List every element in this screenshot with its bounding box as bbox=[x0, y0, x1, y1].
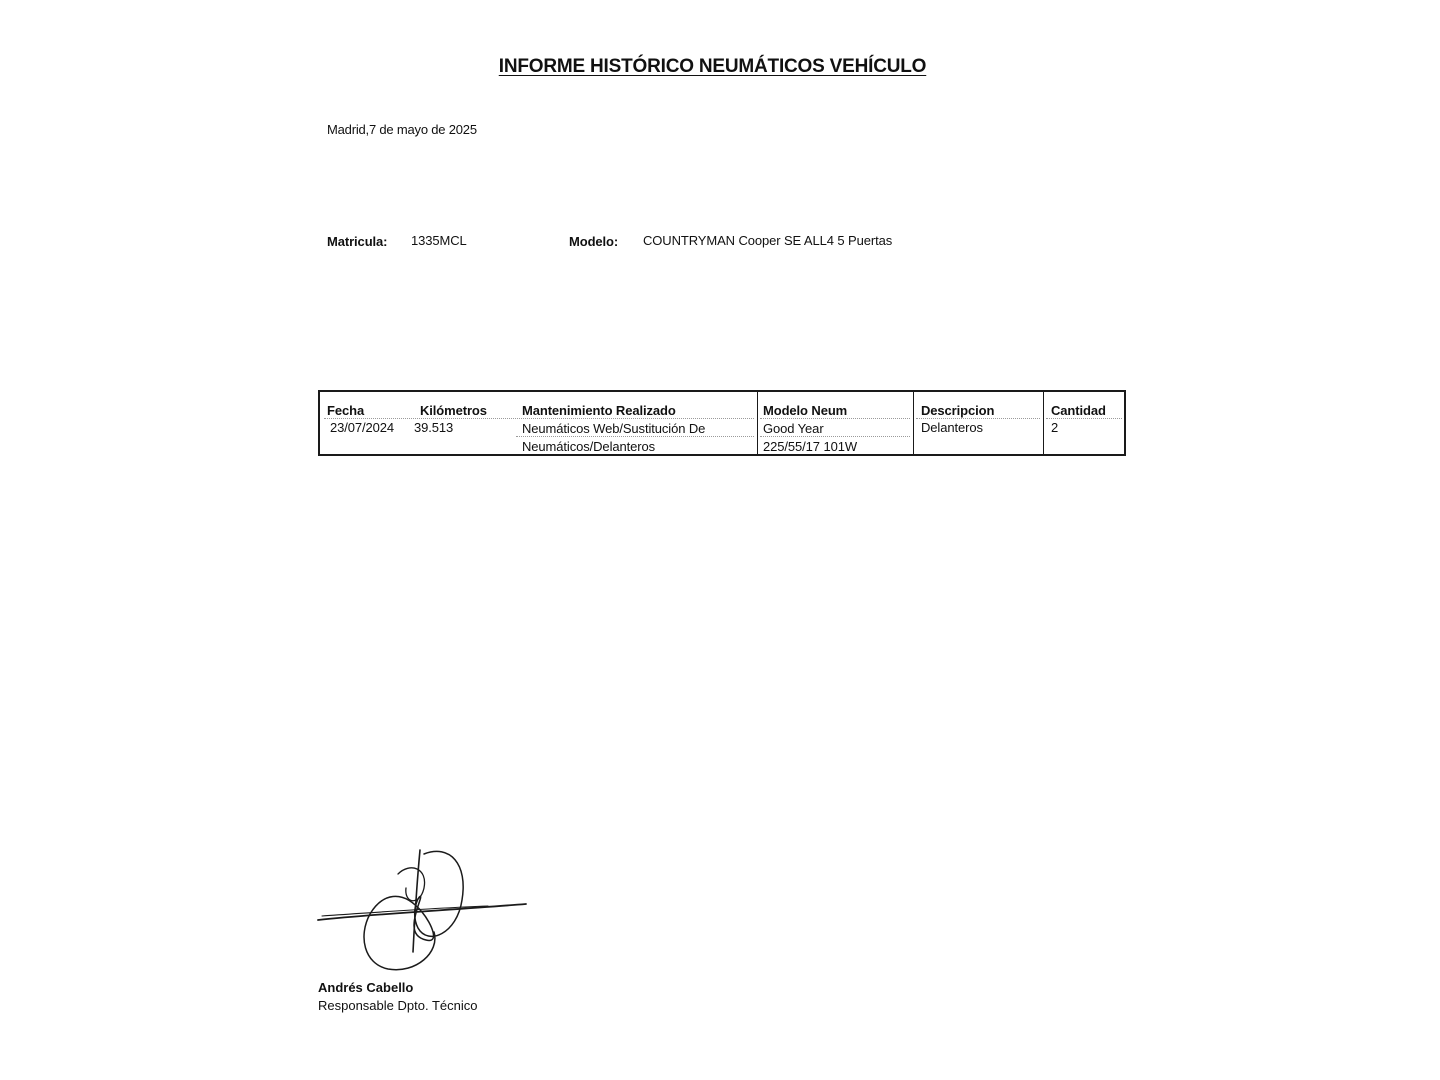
report-title: INFORME HISTÓRICO NEUMÁTICOS VEHÍCULO bbox=[498, 56, 927, 77]
cell-cantidad: 2 bbox=[1051, 420, 1059, 435]
header-descripcion: Descripcion bbox=[921, 403, 995, 418]
header-modelo-neum: Modelo Neum bbox=[763, 403, 848, 418]
plate-value: 1335MCL bbox=[411, 233, 467, 248]
cell-mantenimiento-line1: Neumáticos Web/Sustitución De bbox=[522, 421, 706, 436]
column-divider bbox=[913, 392, 914, 454]
plate-label: Matricula: bbox=[327, 234, 388, 249]
model-value: COUNTRYMAN Cooper SE ALL4 5 Puertas bbox=[643, 233, 893, 248]
cell-kilometros: 39.513 bbox=[414, 420, 454, 435]
cell-mantenimiento-line2: Neumáticos/Delanteros bbox=[522, 439, 656, 454]
cell-modelo-neum-line1: Good Year bbox=[763, 421, 824, 436]
cell-modelo-neum-line2: 225/55/17 101W bbox=[763, 439, 858, 454]
handwritten-signature bbox=[312, 842, 532, 977]
cell-descripcion: Delanteros bbox=[921, 420, 983, 435]
cell-fecha: 23/07/2024 bbox=[330, 420, 395, 435]
header-fecha: Fecha bbox=[327, 403, 365, 418]
column-divider bbox=[757, 392, 758, 454]
model-label: Modelo: bbox=[569, 234, 619, 249]
header-kilometros: Kilómetros bbox=[420, 403, 487, 418]
signer-name: Andrés Cabello bbox=[318, 980, 414, 995]
header-mantenimiento: Mantenimiento Realizado bbox=[522, 403, 676, 418]
report-date: Madrid,7 de mayo de 2025 bbox=[327, 122, 477, 137]
header-cantidad: Cantidad bbox=[1051, 403, 1106, 418]
column-divider bbox=[1043, 392, 1044, 454]
signer-role: Responsable Dpto. Técnico bbox=[318, 998, 478, 1013]
tire-history-table bbox=[318, 390, 1126, 456]
